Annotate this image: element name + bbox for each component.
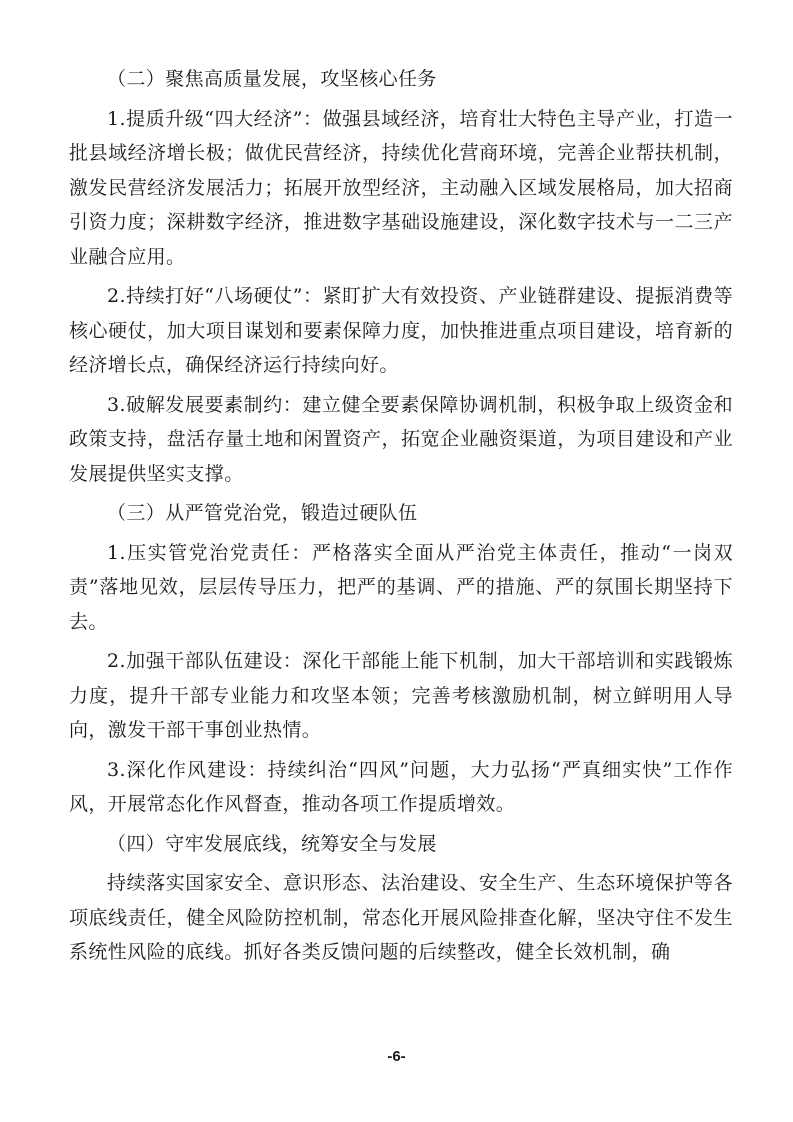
section-heading-4: （四）守牢发展底线，统筹安全与发展	[107, 832, 437, 855]
section-heading-3: （三）从严管党治党，锻造过硬队伍	[107, 502, 418, 524]
paragraph-bottom-line: 持续落实国家安全、意识形态、法治建设、安全生产、生态环境保护等各项底线责任，健全风险防控机制，常态化开展风险排查化解，坚决守住不发生系统性风险的底线。抓好各类反馈问题的后续整改，健全长效机制，确	[69, 872, 733, 963]
paragraph-resource-constraints: 3.破解发展要素制约：建立健全要素保障协调机制，积极争取上级资金和政策支持，盘活存量土地和闲置资产，拓宽企业融资渠道，为项目建设和产业发展提供坚实支撑。	[69, 393, 733, 485]
section-heading-2: （二）聚焦高质量发展，攻坚核心任务	[107, 68, 437, 90]
paragraph-four-economies: 1.提质升级“四大经济”：做强县域经济，培育壮大特色主导产业，打造一批县域经济增长极；做优民营经济，持续优化营商环境，完善企业帮扶机制，激发民营经济发展活力；拓展开放型经济，主动融入区域发展格局，加大招商引资力度；深耕数字经济，推进数字基础设施建设，深化数字技术与一二三产业融合应用。	[69, 107, 733, 268]
paragraph-cadre-team: 2.加强干部队伍建设：深化干部能上能下机制，加大干部培训和实践锻炼力度，提升干部专业能力和攻坚本领；完善考核激励机制，树立鲜明用人导向，激发干部干事创业热情。	[69, 650, 733, 741]
paragraph-eight-battles: 2.持续打好“八场硬仗”：紧盯扩大有效投资、产业链群建设、提振消费等核心硬仗，加大项目谋划和要素保障力度，加快推进重点项目建设，培育新的经济增长点，确保经济运行持续向好。	[69, 285, 733, 376]
document-body	[69, 62, 733, 975]
paragraph-work-style: 3.深化作风建设：持续纠治“四风”问题，大力弘扬“严真细实快”工作作风，开展常态化作风督查，推动各项工作提质增效。	[69, 758, 733, 815]
page-number: -6-	[387, 1048, 406, 1065]
paragraph-party-responsibility: 1.压实管党治党责任：严格落实全面从严治党主体责任，推动“一岗双责”落地见效，层层传导压力，把严的基调、严的措施、严的氛围长期坚持下去。	[69, 541, 733, 633]
